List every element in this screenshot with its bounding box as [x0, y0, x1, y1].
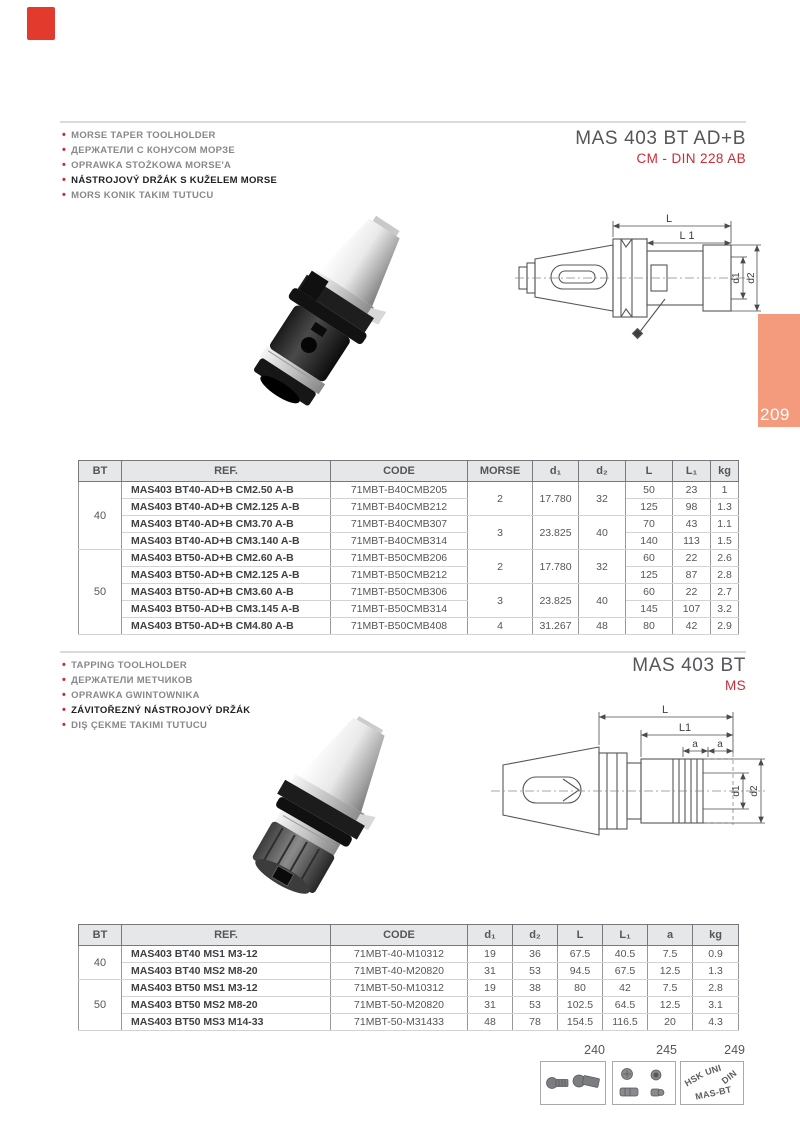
ref-number: 245: [656, 1043, 677, 1057]
column-header: REF.: [122, 925, 331, 946]
pull-stud-icons: [541, 1062, 605, 1104]
value-cell: 20: [648, 1014, 693, 1031]
column-header: L₁: [673, 461, 711, 482]
value-cell: 145: [626, 601, 673, 618]
code-cell: 71MBT-B50CMB408: [331, 618, 468, 635]
code-cell: 71MBT-50-M20820: [331, 997, 468, 1014]
spec-table-ms-wrap: [78, 924, 738, 1031]
value-cell: 7.5: [648, 946, 693, 963]
ref-number: 249: [724, 1043, 745, 1057]
value-cell: 1.5: [711, 533, 739, 550]
value-cell: 22: [673, 584, 711, 601]
ref-box-pullstuds: [540, 1061, 606, 1105]
column-header: kg: [711, 461, 739, 482]
table-row: [79, 499, 739, 516]
dim-label-L1: L 1: [679, 230, 695, 242]
section-subtitle: CM - DIN 228 AB: [636, 151, 746, 166]
table-row: [79, 980, 739, 997]
column-header: d₂: [579, 461, 626, 482]
value-cell: 0.9: [693, 946, 739, 963]
value-cell: 31.267: [533, 618, 579, 635]
page-number: 209: [760, 405, 790, 424]
section-title-block: [632, 655, 746, 694]
ref-box-standards: [680, 1061, 744, 1105]
bt-group-cell: 40: [79, 482, 122, 550]
value-cell: 23: [673, 482, 711, 499]
value-cell: 113: [673, 533, 711, 550]
ref-cell: MAS403 BT50-AD+B CM3.145 A-B: [122, 601, 331, 618]
table-row: [79, 1014, 739, 1031]
value-cell: 1.3: [711, 499, 739, 516]
section-rule: [60, 121, 746, 123]
value-cell: 36: [513, 946, 558, 963]
header-row: [79, 461, 739, 482]
table-row: [79, 997, 739, 1014]
value-cell: 48: [468, 1014, 513, 1031]
column-header: BT: [79, 925, 122, 946]
header-row: [79, 925, 739, 946]
product-photo-ms: [220, 714, 425, 906]
bullet-item: • ZÁVITOŘEZNÝ NÁSTROJOVÝ DRŽÁK: [62, 703, 250, 718]
value-cell: 116.5: [603, 1014, 648, 1031]
column-header: L: [558, 925, 603, 946]
value-cell: 23.825: [533, 584, 579, 618]
value-cell: 2: [468, 482, 533, 516]
value-cell: 94.5: [558, 963, 603, 980]
code-cell: 71MBT-50-M31433: [331, 1014, 468, 1031]
bt-group: [79, 482, 739, 550]
value-cell: 7.5: [648, 980, 693, 997]
value-cell: 1: [711, 482, 739, 499]
table-row: [79, 550, 739, 567]
value-cell: 67.5: [558, 946, 603, 963]
value-cell: 60: [626, 584, 673, 601]
value-cell: 107: [673, 601, 711, 618]
bt-group: [79, 946, 739, 980]
table-row: [79, 963, 739, 980]
ref-cell: MAS403 BT40-AD+B CM2.50 A-B: [122, 482, 331, 499]
code-cell: 71MBT-B50CMB306: [331, 584, 468, 601]
ref-cell: MAS403 BT50-AD+B CM3.60 A-B: [122, 584, 331, 601]
ref-number: 240: [584, 1043, 605, 1057]
standard-label: DIN: [719, 1068, 739, 1086]
ref-cell: MAS403 BT50-AD+B CM2.125 A-B: [122, 567, 331, 584]
bullet-item: • MORSE TAPER TOOLHOLDER: [62, 128, 277, 143]
section-title: MAS 403 BT: [632, 655, 746, 676]
value-cell: 4.3: [693, 1014, 739, 1031]
value-cell: 1.1: [711, 516, 739, 533]
value-cell: 48: [579, 618, 626, 635]
value-cell: 53: [513, 963, 558, 980]
page-number-tab: [758, 314, 800, 427]
value-cell: 98: [673, 499, 711, 516]
value-cell: 140: [626, 533, 673, 550]
value-cell: 80: [626, 618, 673, 635]
table-row: [79, 601, 739, 618]
section-rule: [60, 651, 746, 653]
bullet-item: • OPRAWKA GWINTOWNIKA: [62, 688, 250, 703]
standard-label: UNI: [703, 1062, 723, 1078]
section-title-block: [575, 128, 746, 167]
value-cell: 3: [468, 516, 533, 550]
value-cell: 3.2: [711, 601, 739, 618]
ref-cell: MAS403 BT50 MS3 M14-33: [122, 1014, 331, 1031]
value-cell: 19: [468, 946, 513, 963]
bt-group-cell: 50: [79, 550, 122, 635]
value-cell: 80: [558, 980, 603, 997]
bullet-item: • ДЕРЖАТЕЛИ С КОНУСОМ МОРЗЕ: [62, 143, 277, 158]
column-header: L: [626, 461, 673, 482]
ref-cell: MAS403 BT40 MS1 M3-12: [122, 946, 331, 963]
table-row: [79, 482, 739, 499]
dim-label-d1: d1: [731, 785, 742, 797]
dim-label-L: L: [665, 213, 673, 225]
column-header: kg: [693, 925, 739, 946]
spec-table-ms: [78, 924, 739, 1031]
bt-group: [79, 980, 739, 1031]
code-cell: 71MBT-B50CMB206: [331, 550, 468, 567]
bullet-item: • DIŞ ÇEKME TAKIMI TUTUCU: [62, 718, 250, 733]
dim-label-L1: L1: [678, 722, 692, 734]
value-cell: 50: [626, 482, 673, 499]
column-header: CODE: [331, 925, 468, 946]
value-cell: 60: [626, 550, 673, 567]
value-cell: 32: [579, 482, 626, 516]
value-cell: 4: [468, 618, 533, 635]
value-cell: 70: [626, 516, 673, 533]
code-cell: 71MBT-B50CMB314: [331, 601, 468, 618]
ref-box-screws: [612, 1061, 676, 1105]
bt-group-cell: 40: [79, 946, 122, 980]
value-cell: 2.7: [711, 584, 739, 601]
column-header: BT: [79, 461, 122, 482]
value-cell: 42: [673, 618, 711, 635]
section-subtitle: MS: [724, 678, 746, 693]
value-cell: 154.5: [558, 1014, 603, 1031]
bullet-item: • TAPPING TOOLHOLDER: [62, 658, 250, 673]
ref-cell: MAS403 BT40-AD+B CM2.125 A-B: [122, 499, 331, 516]
value-cell: 43: [673, 516, 711, 533]
code-cell: 71MBT-40-M20820: [331, 963, 468, 980]
value-cell: 40: [579, 584, 626, 618]
column-header: MORSE: [468, 461, 533, 482]
ref-cell: MAS403 BT40 MS2 M8-20: [122, 963, 331, 980]
value-cell: 2: [468, 550, 533, 584]
red-corner-mark: [27, 7, 55, 40]
code-cell: 71MBT-50-M10312: [331, 980, 468, 997]
product-photo-adb: [222, 210, 432, 422]
column-header: d₁: [468, 925, 513, 946]
spec-table-adb-wrap: [78, 460, 738, 635]
dimension-drawing-adb: [515, 207, 763, 352]
table-row: [79, 567, 739, 584]
dim-label-d1: d1: [731, 272, 742, 284]
code-cell: 71MBT-B40CMB307: [331, 516, 468, 533]
value-cell: 42: [603, 980, 648, 997]
dim-label-L: L: [661, 704, 669, 716]
value-cell: 17.780: [533, 482, 579, 516]
value-cell: 38: [513, 980, 558, 997]
standard-label: MAS-BT: [694, 1084, 733, 1102]
value-cell: 22: [673, 550, 711, 567]
screw-icons: [613, 1062, 675, 1104]
column-header: CODE: [331, 461, 468, 482]
ref-cell: MAS403 BT50 MS1 M3-12: [122, 980, 331, 997]
section-title: MAS 403 BT AD+B: [575, 128, 746, 149]
value-cell: 78: [513, 1014, 558, 1031]
bullet-item: • MORS KONIK TAKIM TUTUCU: [62, 188, 277, 203]
value-cell: 64.5: [603, 997, 648, 1014]
ref-cell: MAS403 BT40-AD+B CM3.70 A-B: [122, 516, 331, 533]
dim-label-d2: d2: [749, 785, 760, 797]
value-cell: 31: [468, 963, 513, 980]
value-cell: 3: [468, 584, 533, 618]
value-cell: 2.9: [711, 618, 739, 635]
bt-group-cell: 50: [79, 980, 122, 1031]
column-header: d₂: [513, 925, 558, 946]
bullet-item: • OPRAWKA STOŻKOWA MORSE'A: [62, 158, 277, 173]
dim-label-a: a: [717, 739, 723, 750]
value-cell: 2.8: [693, 980, 739, 997]
value-cell: 2.8: [711, 567, 739, 584]
spec-table-adb: [78, 460, 739, 635]
column-header: L₁: [603, 925, 648, 946]
value-cell: 19: [468, 980, 513, 997]
value-cell: 53: [513, 997, 558, 1014]
code-cell: 71MBT-B50CMB212: [331, 567, 468, 584]
dimension-drawing-ms: [487, 703, 772, 863]
bullet-item: • NÁSTROJOVÝ DRŽÁK S KUŽELEM MORSE: [62, 173, 277, 188]
table-row: [79, 946, 739, 963]
ref-cell: MAS403 BT50-AD+B CM2.60 A-B: [122, 550, 331, 567]
bullet-item: • ДЕРЖАТЕЛИ МЕТЧИКОВ: [62, 673, 250, 688]
value-cell: 3.1: [693, 997, 739, 1014]
code-cell: 71MBT-B40CMB314: [331, 533, 468, 550]
value-cell: 67.5: [603, 963, 648, 980]
table-row: [79, 618, 739, 635]
bt-group: [79, 550, 739, 635]
ref-cell: MAS403 BT40-AD+B CM3.140 A-B: [122, 533, 331, 550]
value-cell: 2.6: [711, 550, 739, 567]
table-row: [79, 516, 739, 533]
value-cell: 40: [579, 516, 626, 550]
value-cell: 23.825: [533, 516, 579, 550]
value-cell: 87: [673, 567, 711, 584]
value-cell: 32: [579, 550, 626, 584]
column-header: d₁: [533, 461, 579, 482]
value-cell: 12.5: [648, 997, 693, 1014]
value-cell: 125: [626, 567, 673, 584]
ref-cell: MAS403 BT50 MS2 M8-20: [122, 997, 331, 1014]
value-cell: 102.5: [558, 997, 603, 1014]
code-cell: 71MBT-B40CMB205: [331, 482, 468, 499]
code-cell: 71MBT-B40CMB212: [331, 499, 468, 516]
table-row: [79, 533, 739, 550]
standard-label: HSK: [682, 1069, 706, 1089]
dim-label-d2: d2: [746, 272, 757, 284]
value-cell: 40.5: [603, 946, 648, 963]
value-cell: 1.3: [693, 963, 739, 980]
value-cell: 125: [626, 499, 673, 516]
bullet-list-adb: [62, 128, 277, 203]
column-header: REF.: [122, 461, 331, 482]
column-header: a: [648, 925, 693, 946]
value-cell: 17.780: [533, 550, 579, 584]
dim-label-a: a: [692, 739, 698, 750]
ref-cell: MAS403 BT50-AD+B CM4.80 A-B: [122, 618, 331, 635]
value-cell: 12.5: [648, 963, 693, 980]
table-row: [79, 584, 739, 601]
code-cell: 71MBT-40-M10312: [331, 946, 468, 963]
value-cell: 31: [468, 997, 513, 1014]
